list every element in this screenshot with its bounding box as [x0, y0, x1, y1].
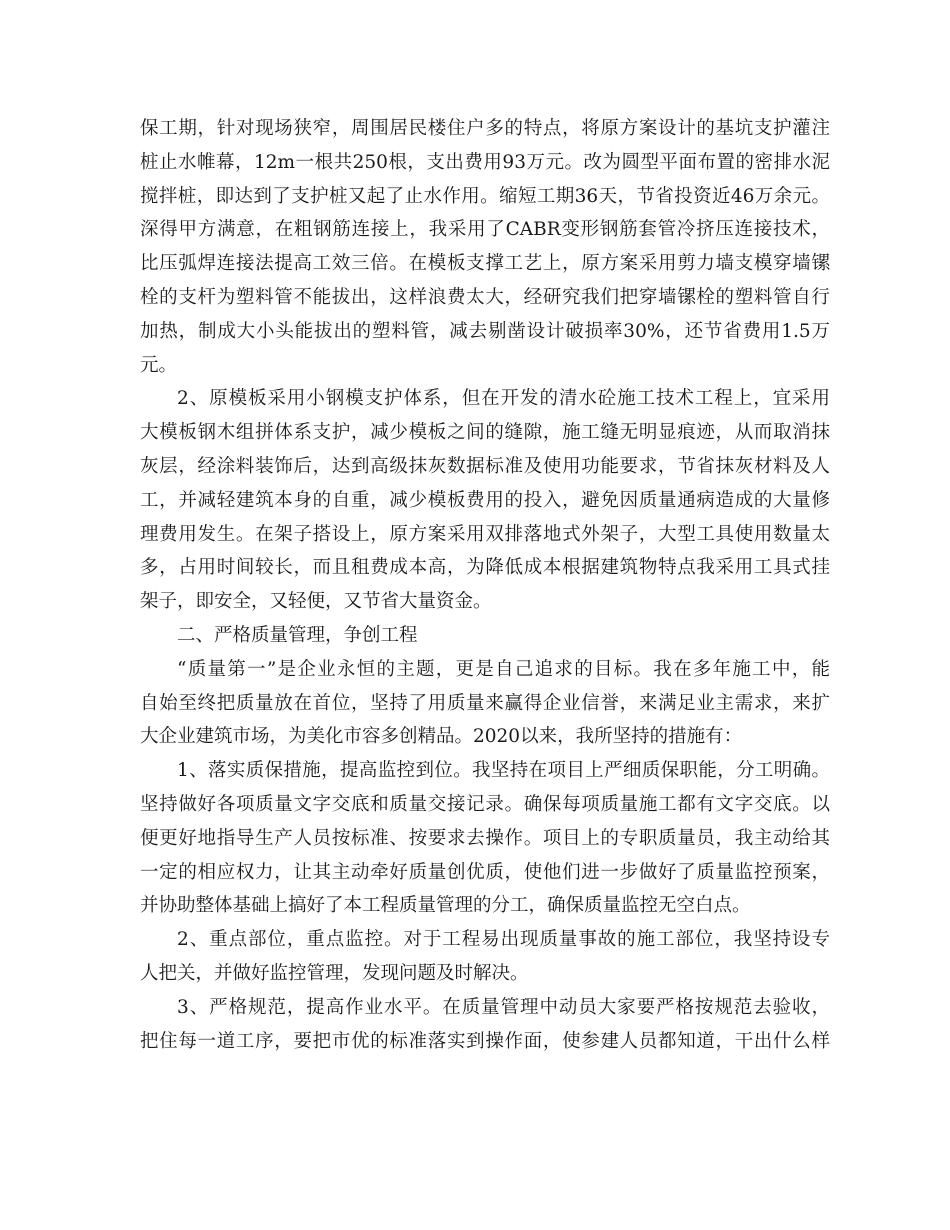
- text-line: 多，占用时间较长，而且租费成本高，为降低成本根据建筑物特点我采用工具式挂: [140, 557, 830, 579]
- document-body: [140, 112, 830, 1058]
- text-line: 栓的支杆为塑料管不能拔出，这样浪费太大，经研究我们把穿墙镙栓的塑料管自行: [140, 286, 830, 308]
- text-line: 2、原模板采用小钢模支护体系，但在开发的清水砼施工技术工程上，宜采用: [177, 388, 830, 410]
- text-line: 大模板钢木组拼体系支护，减少模板之间的缝隙，施工缝无明显痕迹，从而取消抹: [140, 422, 830, 444]
- text-line: 加热，制成大小头能拔出的塑料管，减去剔凿设计破损率30%，还节省费用1.5万: [140, 320, 830, 342]
- text-line: 并协助整体基础上搞好了本工程质量管理的分工，确保质量监控无空白点。: [140, 895, 751, 917]
- text-line: 元。: [140, 354, 178, 376]
- text-line: 深得甲方满意，在粗钢筋连接上，我采用了CABR变形钢筋套管冷挤压连接技术，: [140, 219, 830, 241]
- text-line: 保工期，针对现场狭窄，周围居民楼住户多的特点，将原方案设计的基坑支护灌注: [140, 118, 830, 139]
- text-line: 理费用发生。在架子搭设上，原方案采用双排落地式外架子，大型工具使用数量太: [140, 523, 830, 545]
- text-line: 一定的相应权力，让其主动牵好质量创优质，使他们进一步做好了质量监控预案，: [140, 861, 830, 883]
- text-line: 比压弧焊连接法提高工效三倍。在模板支撑工艺上，原方案采用剪力墙支模穿墙镙: [140, 253, 830, 275]
- text-line: 把住每一道工序，要把市优的标准落实到操作面，使参建人员都知道，干出什么样: [140, 1030, 830, 1052]
- text-line: 1、落实质保措施，提高监控到位。我坚持在项目上严细质保职能，分工明确。: [177, 760, 830, 782]
- text-line: 工，并减轻建筑本身的自重，减少模板费用的投入，避免因质量通病造成的大量修: [140, 489, 830, 511]
- text-line: 大企业建筑市场，为美化市容多创精品。2020以来，我所坚持的措施有：: [140, 726, 743, 748]
- text-line: 3、严格规范，提高作业水平。在质量管理中动员大家要严格按规范去验收，: [177, 996, 830, 1018]
- text-line: “质量第一”是企业永恒的主题，更是自己追求的目标。我在多年施工中，能: [177, 658, 830, 680]
- text-line: 灰层，经涂料装饰后，达到高级抹灰数据标准及使用功能要求，节省抹灰材料及人: [140, 455, 830, 477]
- text-line: 搅拌桩，即达到了支护桩又起了止水作用。缩短工期36天，节省投资近46万余元。: [140, 185, 830, 207]
- text-line: 桩止水帷幕，12m一根共250根，支出费用93万元。改为圆型平面布置的密排水泥: [140, 151, 830, 173]
- text-line: 自始至终把质量放在首位，坚持了用质量来赢得企业信誉，来满足业主需求，来扩: [140, 692, 830, 714]
- text-line: 便更好地指导生产人员按标准、按要求去操作。项目上的专职质量员，我主动给其: [140, 827, 830, 849]
- text-line: 二、严格质量管理，争创工程: [177, 624, 418, 646]
- text-line: 架子，即安全，又轻便，又节省大量资金。: [140, 591, 492, 613]
- text-line: 2、重点部位，重点监控。对于工程易出现质量事故的施工部位，我坚持设专: [177, 929, 830, 951]
- text-line: 人把关，并做好监控管理，发现问题及时解决。: [140, 962, 529, 984]
- text-line: 坚持做好各项质量文字交底和质量交接记录。确保每项质量施工都有文字交底。以: [140, 793, 830, 815]
